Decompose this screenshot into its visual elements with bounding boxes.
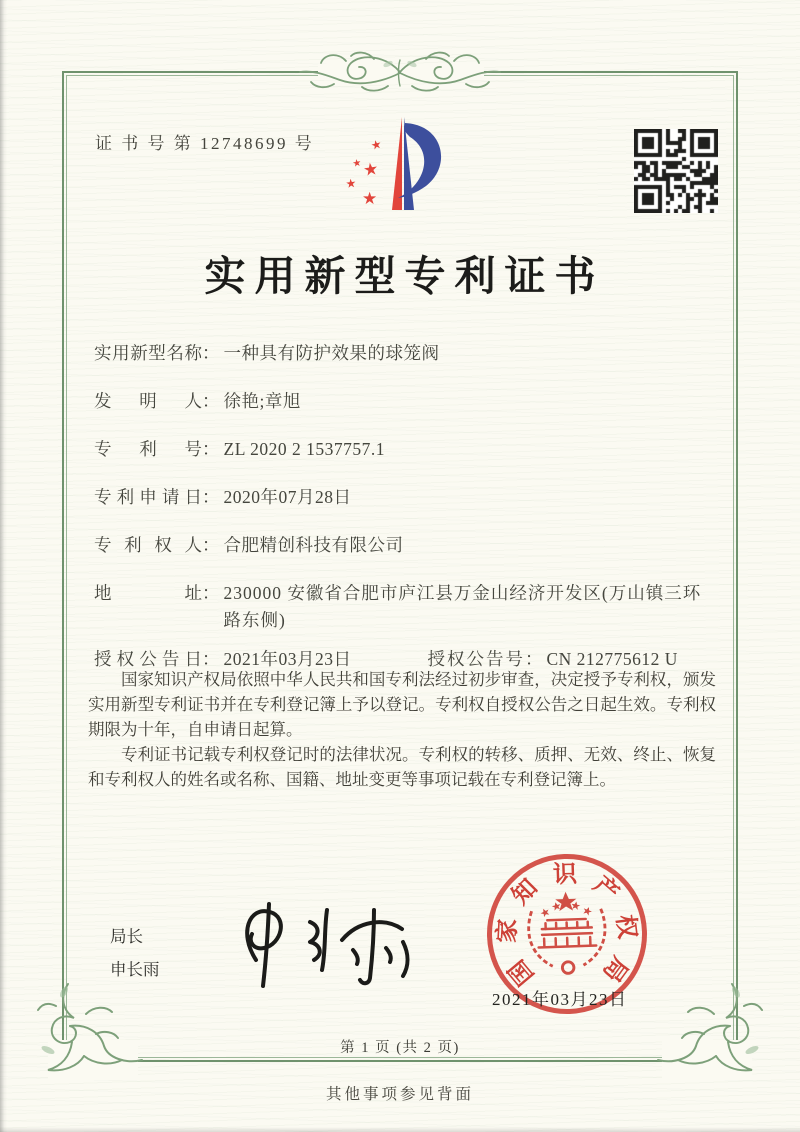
field-label: 实用新型名称 xyxy=(94,343,202,363)
field-value: ZL 2020 2 1537757.1 xyxy=(223,439,385,459)
svg-text:★: ★ xyxy=(369,136,384,153)
field-label: 专利号 xyxy=(94,439,202,459)
border-top-ornament-icon xyxy=(288,46,512,98)
seal-char: 识 xyxy=(552,861,578,889)
scan-edge-shadow xyxy=(0,0,7,1132)
colon: ： xyxy=(202,439,220,459)
colon: ： xyxy=(202,535,220,555)
signatory-name: 申长雨 xyxy=(110,960,160,979)
qr-code-wrap xyxy=(634,129,718,213)
svg-text:★: ★ xyxy=(351,157,363,170)
field-value: 2020年07月28日 xyxy=(223,487,352,507)
corner-flourish-bottom-left-icon xyxy=(34,980,146,1078)
signature-icon xyxy=(226,896,431,992)
seal-char: 家 xyxy=(494,918,522,944)
field-label: 授权公告日 xyxy=(94,649,202,669)
seal-char: 局 xyxy=(597,951,633,987)
field-value-grant-number: CN 212775612 U xyxy=(546,649,678,669)
svg-text:★: ★ xyxy=(361,159,380,181)
fields-section xyxy=(94,340,724,694)
field-value: 合肥精创科技有限公司 xyxy=(223,535,404,555)
seal-char: 产 xyxy=(588,871,624,908)
cnipa-logo-icon xyxy=(344,112,456,216)
field-row-patent-number xyxy=(94,436,724,463)
field-value: 2021年03月23日 xyxy=(223,649,352,669)
field-label: 专利申请日 xyxy=(94,487,202,507)
seal-char: 权 xyxy=(611,913,640,941)
seal-char: 知 xyxy=(507,874,543,910)
qr-code xyxy=(634,129,718,213)
field-label-grant-number: 授权公告号 xyxy=(427,649,525,669)
colon: ： xyxy=(202,583,220,603)
national-emblem-icon xyxy=(521,883,612,982)
field-label: 发明人 xyxy=(94,391,202,411)
legal-paragraph-1: 国家知识产权局依照中华人民共和国专利法经过初步审查，决定授予专利权，颁发实用新型专利证书并在专利登记簿上予以登记。专利权自授权公告之日起生效。专利权期限为十年，自申请日起算。 xyxy=(88,670,716,739)
field-row-invention-name xyxy=(94,340,724,367)
field-row-filing-date xyxy=(94,484,724,511)
legal-paragraph-2: 专利证书记载专利权登记时的法律状况。专利权的转移、质押、无效、终止、恢复和专利权人的姓名或名称、国籍、地址变更等事项记载在专利登记簿上。 xyxy=(88,745,716,789)
colon: ： xyxy=(202,343,220,363)
svg-text:★: ★ xyxy=(344,175,358,191)
certificate-title: 实用新型专利证书 xyxy=(204,253,605,299)
seal-date: 2021年03月23日 xyxy=(492,990,628,1009)
corner-flourish-bottom-right-icon xyxy=(654,980,766,1078)
legal-text-section xyxy=(88,667,716,792)
colon: ： xyxy=(202,487,220,507)
signatory-block xyxy=(110,920,160,986)
colon: ： xyxy=(525,649,543,669)
back-side-note: 其他事项参见背面 xyxy=(325,1086,474,1103)
field-value: 230000 安徽省合肥市庐江县万金山经济开发区(万山镇三环路东侧) xyxy=(223,583,702,630)
svg-text:★: ★ xyxy=(362,189,378,209)
field-label: 专利权人 xyxy=(94,535,202,555)
field-row-patentee xyxy=(94,532,724,559)
field-value: 徐艳;章旭 xyxy=(223,391,301,411)
colon: ： xyxy=(202,391,220,411)
field-row-address xyxy=(94,580,724,634)
field-row-inventors xyxy=(94,388,724,415)
field-label: 地址 xyxy=(94,583,202,603)
seal-char: 国 xyxy=(504,954,540,990)
field-value: 一种具有防护效果的球笼阀 xyxy=(223,343,440,363)
certificate-number: 证 书 号 第 12748699 号 xyxy=(95,134,315,153)
signatory-title: 局长 xyxy=(110,927,143,946)
page-number: 第 1 页 (共 2 页) xyxy=(340,1040,460,1056)
scan-bottom-shadow xyxy=(0,1127,800,1132)
colon: ： xyxy=(202,649,220,669)
